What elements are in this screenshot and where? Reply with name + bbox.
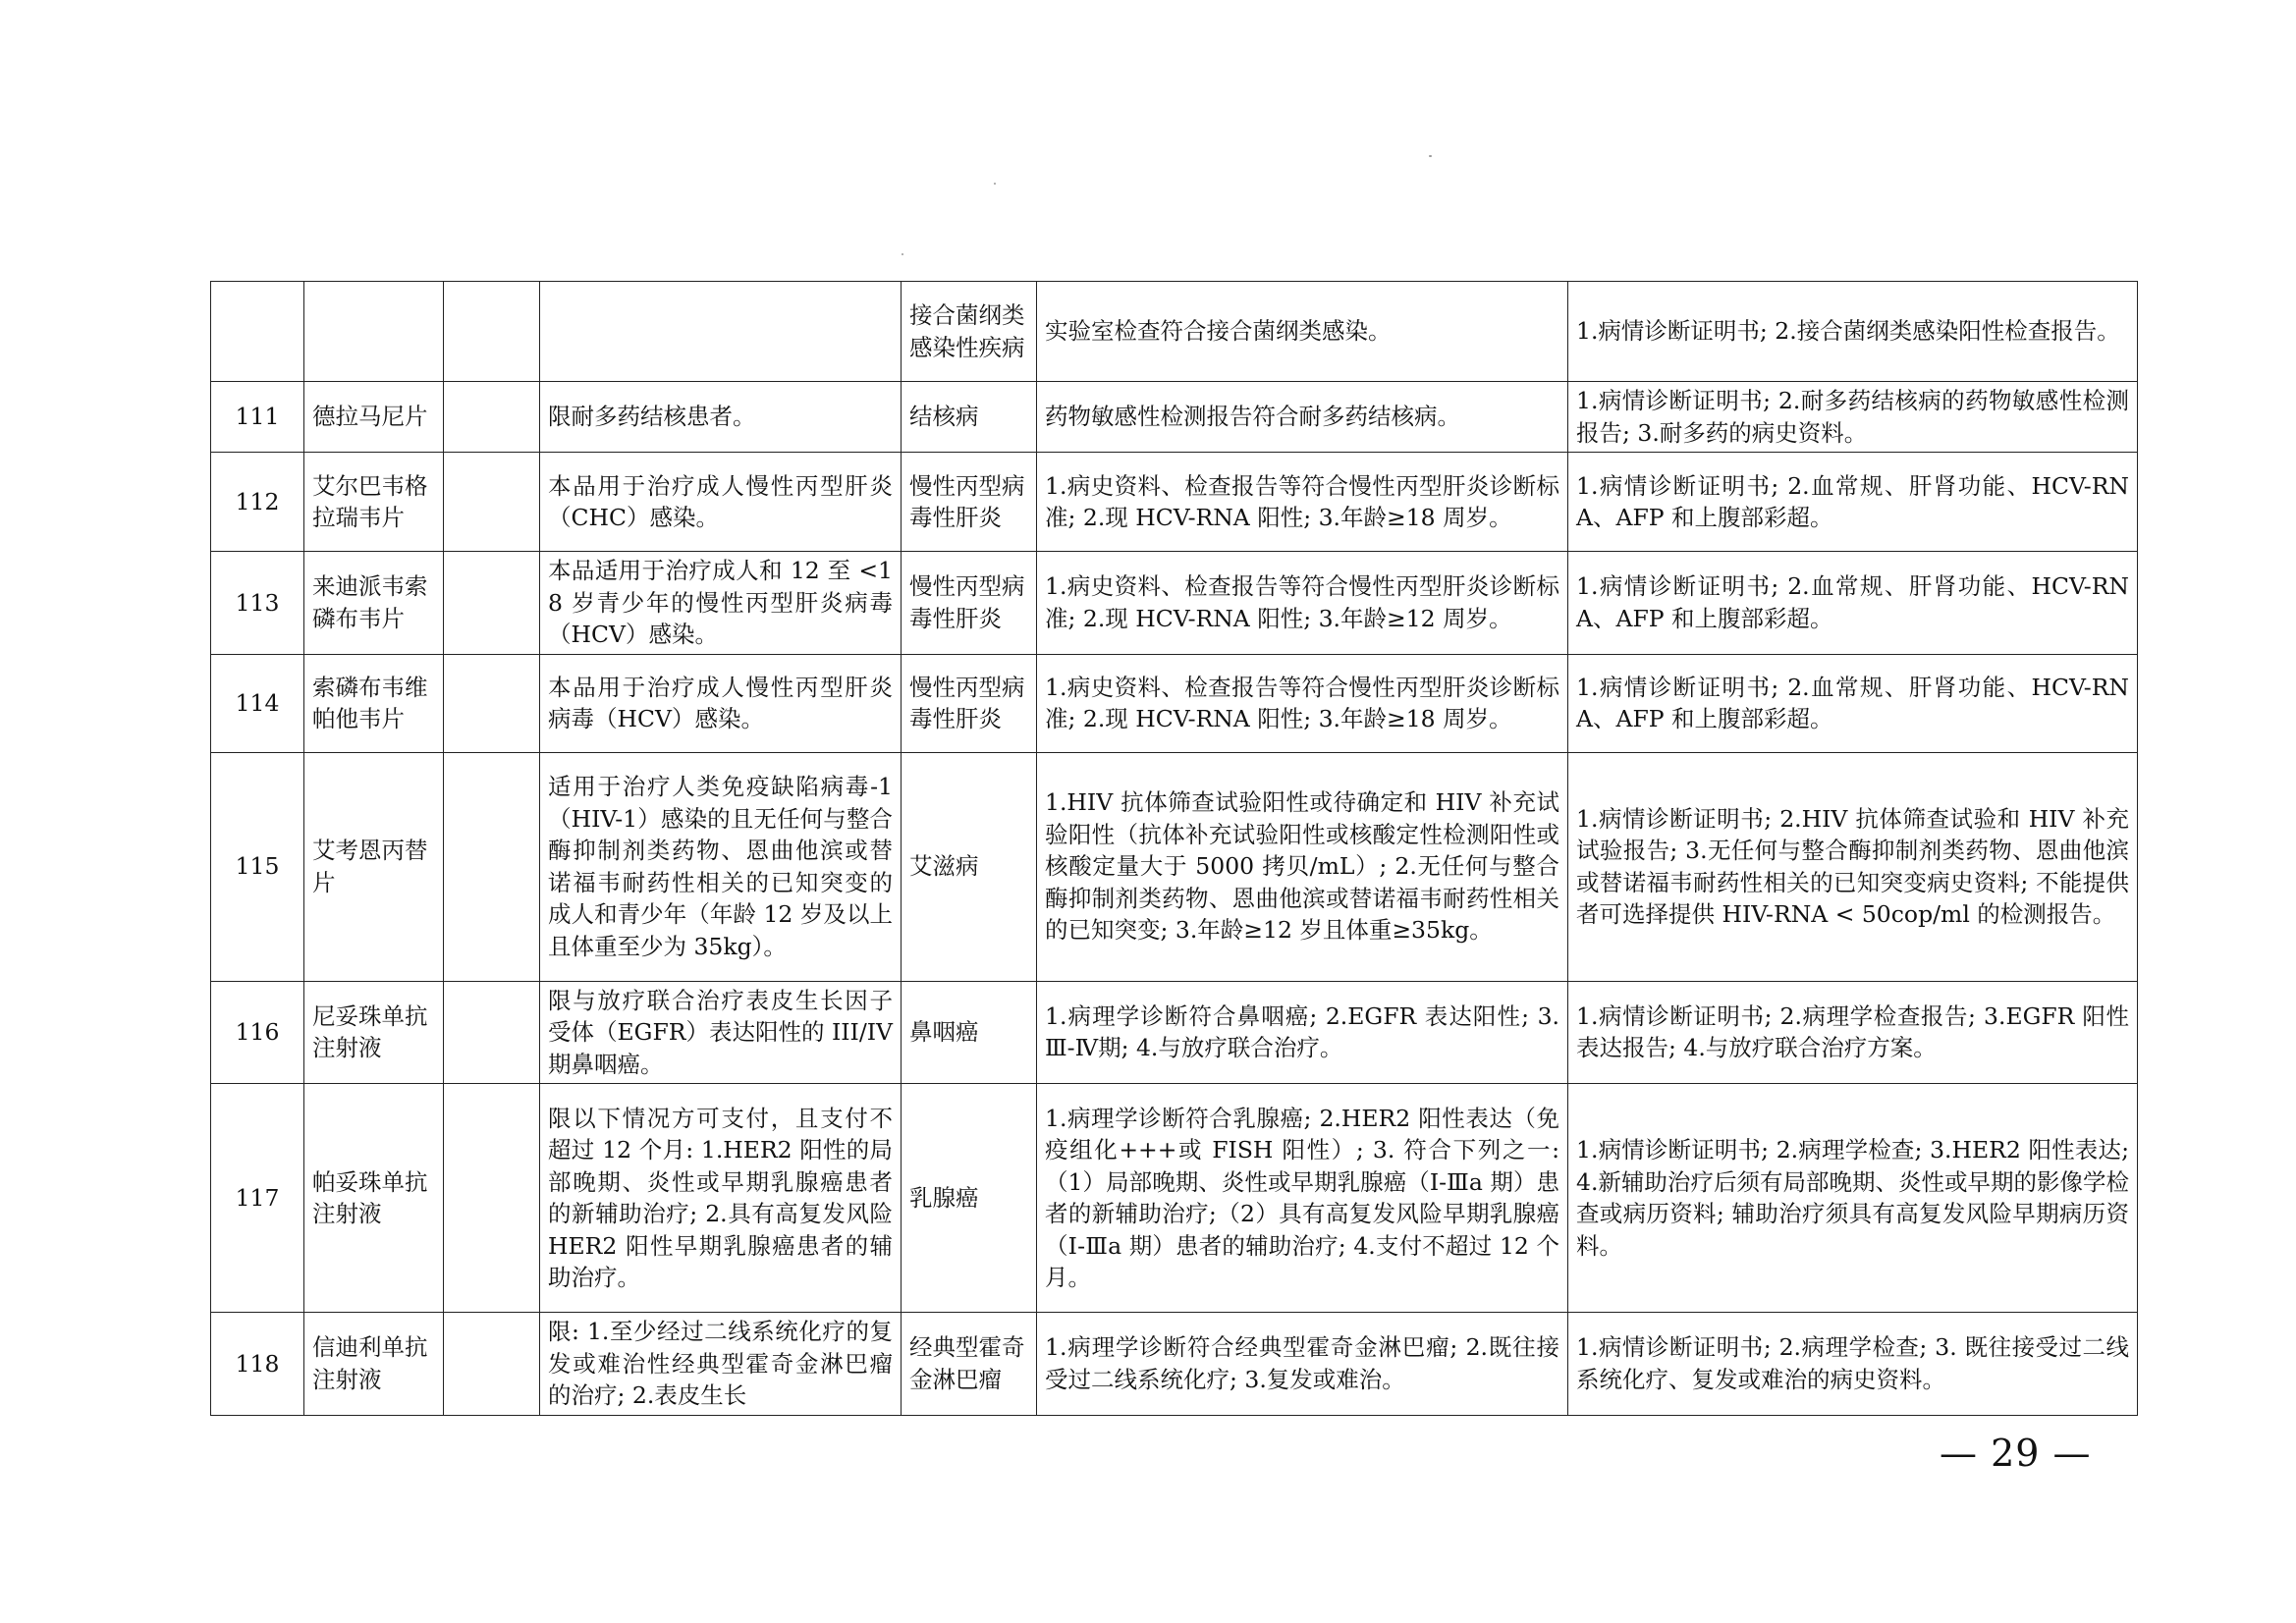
row-number [211,282,304,382]
table-row [211,552,2138,655]
row-number: 118 [211,1313,304,1416]
required-materials: 1.病情诊断证明书; 2.HIV 抗体筛查试验和 HIV 补充试验报告; 3.无任何与整合酶抑制剂类药物、恩曲他滨或替诺福韦耐药性相关的已知突变病史资料; 不能提供者可选择提供 HIV-RNA < 50cop/ml 的检测报告。 [1568,752,2138,981]
criteria: 1.病史资料、检查报告等符合慢性丙型肝炎诊断标准; 2.现 HCV-RNA 阳性; 3.年龄≥18 周岁。 [1037,453,1568,552]
drug-name: 尼妥珠单抗注射液 [304,981,444,1084]
table-row [211,654,2138,752]
payment-limit [540,282,902,382]
payment-limit: 适用于治疗人类免疫缺陷病毒-1（HIV-1）感染的且无任何与整合酶抑制剂类药物、恩曲他滨或替诺福韦耐药性相关的已知突变的成人和青少年（年龄 12 岁及以上且体重至少为 35kg）。 [540,752,902,981]
drug-spec [444,654,540,752]
disease: 慢性丙型病毒性肝炎 [902,552,1037,655]
drug-spec [444,552,540,655]
row-number: 116 [211,981,304,1084]
required-materials: 1.病情诊断证明书; 2.耐多药结核病的药物敏感性检测报告; 3.耐多药的病史资料。 [1568,382,2138,453]
table-row [211,752,2138,981]
criteria: 1.病史资料、检查报告等符合慢性丙型肝炎诊断标准; 2.现 HCV-RNA 阳性; 3.年龄≥18 周岁。 [1037,654,1568,752]
drug-name: 帕妥珠单抗注射液 [304,1084,444,1313]
disease: 结核病 [902,382,1037,453]
drug-table [210,281,2138,1416]
disease: 乳腺癌 [902,1084,1037,1313]
criteria: 1.病理学诊断符合鼻咽癌; 2.EGFR 表达阳性; 3.Ⅲ-Ⅳ期; 4.与放疗联合治疗。 [1037,981,1568,1084]
payment-limit: 本品用于治疗成人慢性丙型肝炎病毒（HCV）感染。 [540,654,902,752]
table-row [211,1084,2138,1313]
row-number: 117 [211,1084,304,1313]
table-row [211,453,2138,552]
page-number: — 29 — [1940,1432,2092,1475]
scan-speck [902,253,903,255]
criteria: 1.病理学诊断符合经典型霍奇金淋巴瘤; 2.既往接受过二线系统化疗; 3.复发或难治。 [1037,1313,1568,1416]
row-number: 111 [211,382,304,453]
row-number: 112 [211,453,304,552]
table-row [211,981,2138,1084]
required-materials: 1.病情诊断证明书; 2.病理学检查报告; 3.EGFR 阳性表达报告; 4.与放疗联合治疗方案。 [1568,981,2138,1084]
payment-limit: 限与放疗联合治疗表皮生长因子受体（EGFR）表达阳性的 III/IV 期鼻咽癌。 [540,981,902,1084]
disease: 经典型霍奇金淋巴瘤 [902,1313,1037,1416]
required-materials: 1.病情诊断证明书; 2.病理学检查; 3. 既往接受过二线系统化疗、复发或难治的病史资料。 [1568,1313,2138,1416]
drug-spec [444,282,540,382]
disease: 艾滋病 [902,752,1037,981]
required-materials: 1.病情诊断证明书; 2.血常规、肝肾功能、HCV-RNA、AFP 和上腹部彩超。 [1568,552,2138,655]
required-materials: 1.病情诊断证明书; 2.血常规、肝肾功能、HCV-RNA、AFP 和上腹部彩超。 [1568,453,2138,552]
criteria: 药物敏感性检测报告符合耐多药结核病。 [1037,382,1568,453]
payment-limit: 限以下情况方可支付，且支付不超过 12 个月: 1.HER2 阳性的局部晚期、炎性或早期乳腺癌患者的新辅助治疗; 2.具有高复发风险 HER2 阳性早期乳腺癌患者的辅助治疗。 [540,1084,902,1313]
drug-name: 信迪利单抗注射液 [304,1313,444,1416]
table-row [211,282,2138,382]
drug-name: 德拉马尼片 [304,382,444,453]
row-number: 113 [211,552,304,655]
drug-name: 来迪派韦索磷布韦片 [304,552,444,655]
required-materials: 1.病情诊断证明书; 2.病理学检查; 3.HER2 阳性表达; 4.新辅助治疗后须有局部晚期、炎性或早期的影像学检查或病历资料; 辅助治疗须具有高复发风险早期病历资料。 [1568,1084,2138,1313]
drug-name: 艾尔巴韦格拉瑞韦片 [304,453,444,552]
drug-spec [444,981,540,1084]
row-number: 114 [211,654,304,752]
scan-speck [1429,155,1432,157]
drug-spec [444,1084,540,1313]
drug-spec [444,382,540,453]
scan-speck [994,183,996,185]
drug-name: 索磷布韦维帕他韦片 [304,654,444,752]
drug-spec [444,453,540,552]
drug-spec [444,1313,540,1416]
drug-name [304,282,444,382]
payment-limit: 本品适用于治疗成人和 12 至 <18 岁青少年的慢性丙型肝炎病毒（HCV）感染。 [540,552,902,655]
disease: 慢性丙型病毒性肝炎 [902,654,1037,752]
table-row [211,1313,2138,1416]
drug-spec [444,752,540,981]
payment-limit: 限: 1.至少经过二线系统化疗的复发或难治性经典型霍奇金淋巴瘤的治疗; 2.表皮生长 [540,1313,902,1416]
criteria: 1.HIV 抗体筛查试验阳性或待确定和 HIV 补充试验阳性（抗体补充试验阳性或核酸定性检测阳性或核酸定量大于 5000 拷贝/mL）; 2.无任何与整合酶抑制剂类药物、恩曲他滨或替诺福韦耐药性相关的已知突变; 3.年龄≥12 岁且体重≥35kg。 [1037,752,1568,981]
required-materials: 1.病情诊断证明书; 2.接合菌纲类感染阳性检查报告。 [1568,282,2138,382]
row-number: 115 [211,752,304,981]
criteria: 1.病理学诊断符合乳腺癌; 2.HER2 阳性表达（免疫组化+++或 FISH 阳性）; 3. 符合下列之一:（1）局部晚期、炎性或早期乳腺癌（Ⅰ-Ⅲa 期）患者的新辅助治疗;（2）具有高复发风险早期乳腺癌（Ⅰ-Ⅲa 期）患者的辅助治疗; 4.支付不超过 12 个月。 [1037,1084,1568,1313]
criteria: 1.病史资料、检查报告等符合慢性丙型肝炎诊断标准; 2.现 HCV-RNA 阳性; 3.年龄≥12 周岁。 [1037,552,1568,655]
payment-limit: 本品用于治疗成人慢性丙型肝炎（CHC）感染。 [540,453,902,552]
disease: 鼻咽癌 [902,981,1037,1084]
payment-limit: 限耐多药结核患者。 [540,382,902,453]
drug-name: 艾考恩丙替片 [304,752,444,981]
disease: 接合菌纲类感染性疾病 [902,282,1037,382]
table-row [211,382,2138,453]
criteria: 实验室检查符合接合菌纲类感染。 [1037,282,1568,382]
required-materials: 1.病情诊断证明书; 2.血常规、肝肾功能、HCV-RNA、AFP 和上腹部彩超。 [1568,654,2138,752]
disease: 慢性丙型病毒性肝炎 [902,453,1037,552]
